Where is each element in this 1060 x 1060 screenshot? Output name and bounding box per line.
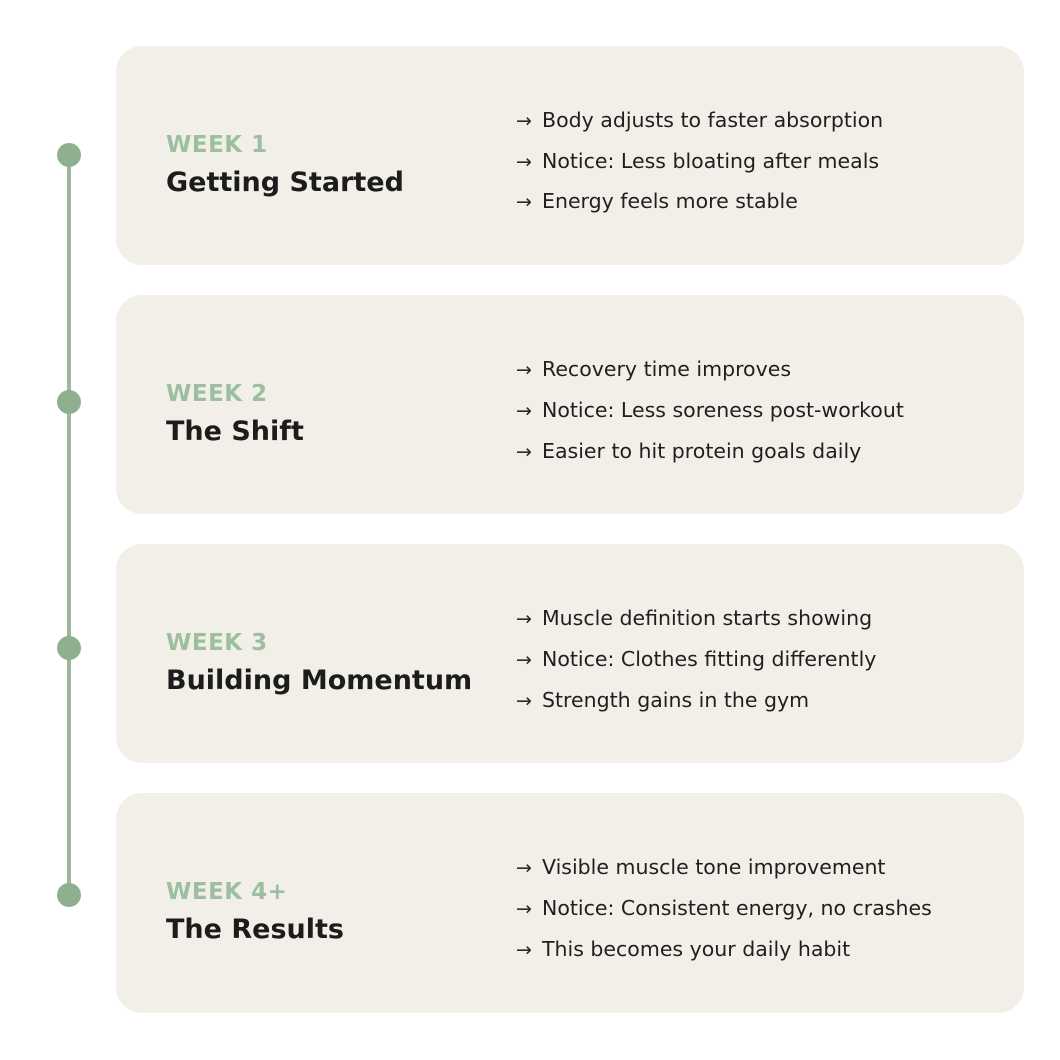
phase-title: Getting Started [166,166,404,198]
list-item [516,396,984,426]
arrow-right-icon: → [516,399,532,422]
list-item-label: Notice: Consistent energy, no crashes [542,896,932,921]
list-item-label: Muscle definition starts showing [542,606,873,631]
list-item-label: Energy feels more stable [542,189,798,214]
arrow-right-icon: → [516,898,532,921]
timeline-marker-week-3 [57,636,81,660]
week-label: WEEK 2 [166,381,268,408]
list-item-label: Notice: Less bloating after meals [542,148,880,173]
list-item [516,935,984,965]
list-item-label: Recovery time improves [542,357,792,382]
arrow-right-icon: → [516,359,532,382]
phase-title: The Shift [166,415,304,447]
week-label: WEEK 3 [166,630,268,657]
timeline-marker-week-1 [57,143,81,167]
arrow-right-icon: → [516,938,532,961]
timeline-card [116,46,1024,265]
list-item [516,645,984,675]
card-heading-group [166,343,516,448]
timeline-rail [67,155,71,903]
card-bullet-list [516,841,984,964]
list-item-label: Body adjusts to faster absorption [542,108,884,132]
list-item [516,355,984,385]
week-label: WEEK 4+ [166,879,288,906]
list-item-label: Notice: Less soreness post-workout [542,397,904,422]
arrow-right-icon: → [516,857,532,880]
arrow-right-icon: → [516,150,532,173]
list-item-label: Easier to hit protein goals daily [542,438,862,463]
list-item [516,106,984,136]
card-bullet-list [516,343,984,466]
arrow-right-icon: → [516,191,532,214]
list-item-label: Strength gains in the gym [542,687,810,712]
list-item [516,853,984,883]
list-item [516,437,984,467]
week-label: WEEK 1 [166,132,268,158]
timeline-card [116,544,1024,763]
timeline-card-list [116,46,1024,1043]
timeline-marker-week-2 [57,390,81,414]
list-item [516,686,984,716]
card-bullet-list [516,592,984,715]
list-item [516,894,984,924]
arrow-right-icon: → [516,649,532,672]
arrow-right-icon: → [516,608,532,631]
timeline-marker-week-4 [57,883,81,907]
phase-title: The Results [166,914,344,946]
list-item [516,604,984,634]
list-item [516,187,984,217]
card-heading-group [166,94,516,199]
timeline-card [116,793,1024,1012]
list-item-label: This becomes your daily habit [542,936,851,961]
card-bullet-list [516,94,984,217]
timeline-card [116,295,1024,514]
arrow-right-icon: → [516,110,532,132]
arrow-right-icon: → [516,440,532,463]
list-item-label: Visible muscle tone improvement [542,855,886,880]
card-heading-group [166,841,516,946]
arrow-right-icon: → [516,689,532,712]
phase-title: Building Momentum [166,664,473,696]
card-heading-group [166,592,516,697]
list-item-label: Notice: Clothes fitting differently [542,647,877,672]
list-item [516,147,984,177]
